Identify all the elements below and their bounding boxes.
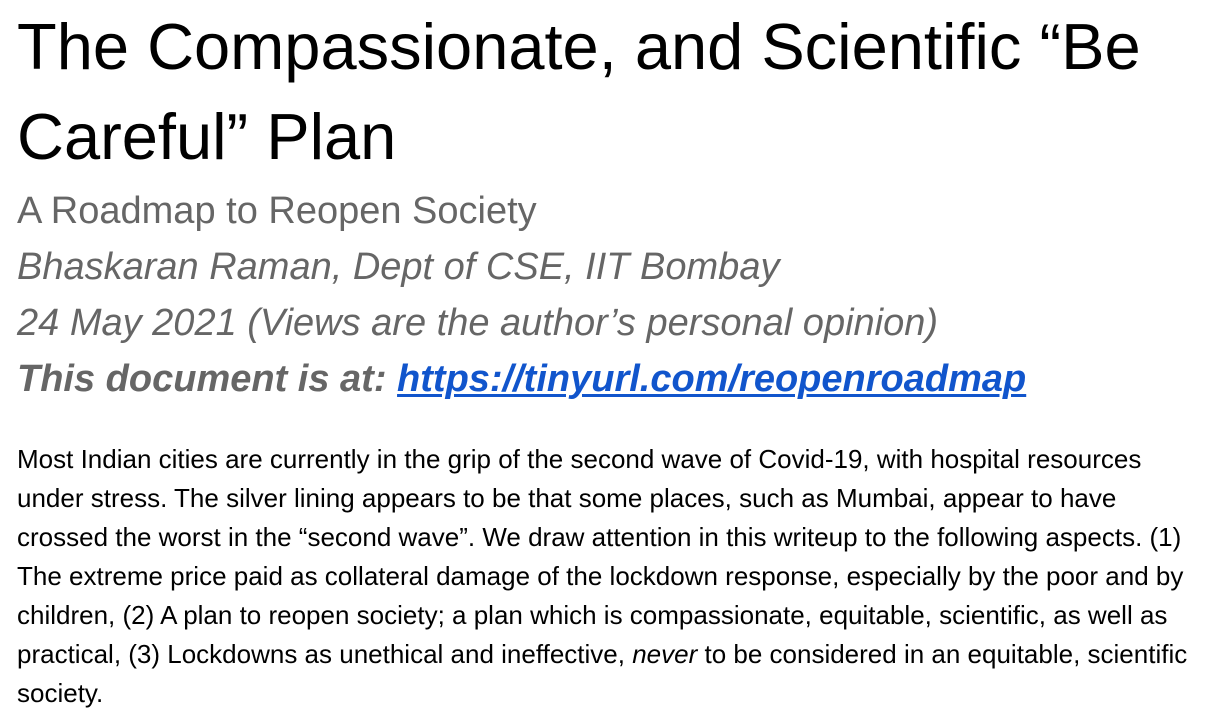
emphasis-never: never — [632, 639, 698, 669]
document-url-link[interactable]: https://tinyurl.com/reopenroadmap — [397, 358, 1027, 400]
title-line-2: Careful” Plan — [17, 100, 397, 173]
author-line: Bhaskaran Raman, Dept of CSE, IIT Bombay — [17, 246, 780, 288]
document-location-label: This document is at: — [17, 358, 398, 400]
intro-paragraph-text: Most Indian cities are currently in the grip of the second wave of Covid-19, with hospital resources under stress. The silver lining appears to be that some places, such as Mumbai, appear to have crossed the worst in the “second wave”. We draw attention in this writeup to the following aspects. (1) The extreme price paid as collateral damage of the lockdown response, especially by the poor and by children, (2) A plan to reopen society; a plan which is compassionate, equitable, scientific, as well as practical, (3) Lockdowns as unethical and ineffective, — [17, 444, 1184, 669]
date-note: 24 May 2021 (Views are the author’s personal opinion) — [17, 302, 939, 344]
document-title — [17, 0, 1225, 182]
intro-paragraph — [17, 440, 1212, 713]
document-location — [17, 353, 1225, 406]
document-subtitle: A Roadmap to Reopen Society — [17, 190, 537, 232]
title-line-1: The Compassionate, and Scientific “Be — [17, 10, 1141, 83]
intro-paragraph-ending: to be considered in an equitable, scientific society. — [17, 639, 1188, 708]
